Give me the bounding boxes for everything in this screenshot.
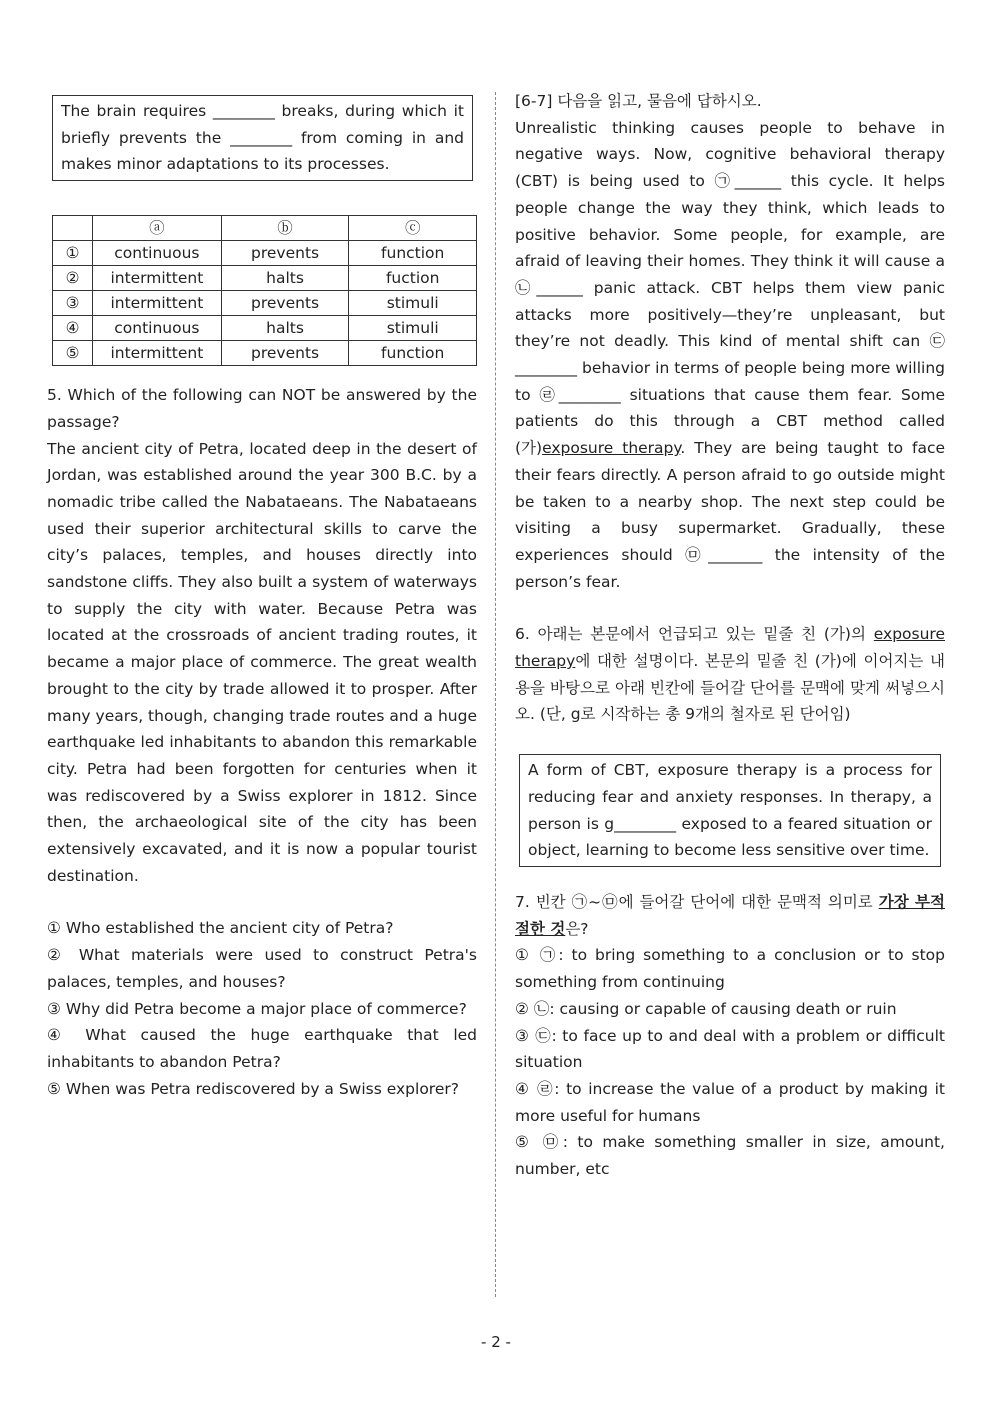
table-cell: function: [349, 241, 477, 266]
table-row: [53, 341, 477, 366]
question-5-option: ① Who established the ancient city of Petra?: [47, 919, 394, 938]
table-row: [53, 266, 477, 291]
summary-box: [52, 95, 473, 181]
table-cell: ③: [53, 291, 93, 316]
question-7-tail: 은?: [565, 919, 589, 938]
table-header-cell: ⓐ: [93, 216, 222, 241]
left-column: [47, 95, 477, 1102]
table-cell: stimuli: [349, 291, 477, 316]
question-7-option: ④ ㉣: to increase the value of a product by making it more useful for humans: [515, 1079, 945, 1125]
question-5-option: ④ What caused the huge earthquake that led inhabitants to abandon Petra?: [47, 1026, 477, 1071]
question-6-underlined: exposure therapy: [515, 625, 945, 671]
table-cell: prevents: [221, 341, 349, 366]
summary-box-text: The brain requires ________ breaks, during which it briefly prevents the ________ from coming in and makes minor adaptations to its processes.: [61, 102, 464, 174]
question-7-option: ① ㉠: to bring something to a conclusion or to stop something from continuing: [515, 946, 945, 992]
table-header-cell: ⓒ: [349, 216, 477, 241]
question-7-option: ② ㉡: causing or capable of causing death or ruin: [515, 999, 897, 1018]
question-7-option: ⑤ ㉤: to make something smaller in size, amount, number, etc: [515, 1133, 945, 1179]
table-cell: prevents: [221, 241, 349, 266]
table-cell: halts: [221, 266, 349, 291]
table-header-cell: [53, 216, 93, 241]
answer-options-table: [52, 215, 477, 366]
table-cell: fuction: [349, 266, 477, 291]
page-number: - 2 -: [481, 1333, 511, 1351]
question-5-passage: The ancient city of Petra, located deep in the desert of Jordan, was established around the year 300 B.C. by a nomadic tribe called the Nabataeans. The Nabataeans used their superior architectural skills to carve the city’s palaces, temples, and houses directly into sandstone cliffs. They also built a system of waterways to supply the city with water. Because Petra was located at the crossroads of ancient trading routes, it became a major place of commerce. The great wealth brought to the city by trade allowed it to prosper. After many years, though, changing trade routes and a huge earthquake led inhabitants to abandon this remarkable city. Petra had been forgotten for centuries when it was rediscovered by a Swiss explorer in 1812. Since then, the archaeological site of the city has been extensively excavated, and it is now a popular tourist destination.: [47, 439, 477, 885]
passage-part-a: Unrealistic thinking causes people to behave in negative ways. Now, cognitive behavioral therapy (CBT) is being used to ㉠______ this cycle. It helps people change the way they think, which leads to positive behavior. Some people, for example, are afraid of leaving their homes. They think it will cause a ㉡______ panic attack. CBT helps them view panic attacks more positively—they’re unpleasant, but they’re not deadly. This kind of mental shift can ㉢________ behavior in terms of people being more willing to ㉣________ situations that cause them fear. Some patients do this through a CBT method called (가): [515, 118, 945, 458]
table-cell: intermittent: [93, 291, 222, 316]
spacer: [515, 595, 945, 621]
right-column: [515, 88, 945, 1183]
question-7-prompt: [515, 889, 945, 942]
question-6-lead: 6. 아래는 본문에서 언급되고 있는 밑줄 친 (가)의: [515, 625, 874, 644]
table-cell: intermittent: [93, 266, 222, 291]
reading-passage: [515, 115, 945, 596]
spacer: [47, 889, 477, 915]
table-cell: stimuli: [349, 316, 477, 341]
table-cell: continuous: [93, 316, 222, 341]
table-row: [53, 241, 477, 266]
question-7-emphasis: 가장 부적절한 것: [515, 892, 946, 938]
table-cell: halts: [221, 316, 349, 341]
question-7-option: ③ ㉢: to face up to and deal with a problem or difficult situation: [515, 1026, 945, 1072]
definition-box: [519, 754, 941, 867]
table-cell: function: [349, 341, 477, 366]
table-cell: ⑤: [53, 341, 93, 366]
table-cell: ②: [53, 266, 93, 291]
table-header-cell: ⓑ: [221, 216, 349, 241]
passage-underlined-term: exposure therapy: [542, 439, 681, 458]
question-6-rest: 에 대한 설명이다. 본문의 밑줄 친 (가)에 이어지는 내용을 바탕으로 아래 빈칸에 들어갈 단어를 문맥에 맞게 써넣으시오. (단, g로 시작하는 총 9개의 철자로 된 단어임): [515, 652, 945, 724]
table-row: [53, 316, 477, 341]
column-divider: [495, 92, 496, 1297]
passage-part-b: . They are being taught to face their fears directly. A person afraid to go outside might be taken to a nearby shop. The next step could be visiting a busy supermarket. Gradually, these experiences should ㉤_______ the intensity of the person’s fear.: [515, 439, 945, 591]
question-6-prompt: [515, 621, 945, 728]
table-row: [53, 291, 477, 316]
question-5-option: ③ Why did Petra become a major place of commerce?: [47, 999, 467, 1018]
table-header-row: [53, 216, 477, 241]
table-cell: prevents: [221, 291, 349, 316]
table-cell: continuous: [93, 241, 222, 266]
definition-box-text: A form of CBT, exposure therapy is a process for reducing fear and anxiety responses. In therapy, a person is g________ exposed to a feared situation or object, learning to become less sensitive over time.: [528, 761, 932, 860]
section-instruction: [6-7] 다음을 읽고, 물음에 답하시오.: [515, 92, 762, 110]
table-cell: intermittent: [93, 341, 222, 366]
question-7-lead: 7. 빈칸 ㉠~㉤에 들어갈 단어에 대한 문맥적 의미로: [515, 892, 879, 911]
table-cell: ①: [53, 241, 93, 266]
table-cell: ④: [53, 316, 93, 341]
question-5-prompt: 5. Which of the following can NOT be answered by the passage?: [47, 386, 477, 431]
question-5-option: ② What materials were used to construct Petra's palaces, temples, and houses?: [47, 946, 477, 991]
question-5-option: ⑤ When was Petra rediscovered by a Swiss explorer?: [47, 1079, 459, 1098]
